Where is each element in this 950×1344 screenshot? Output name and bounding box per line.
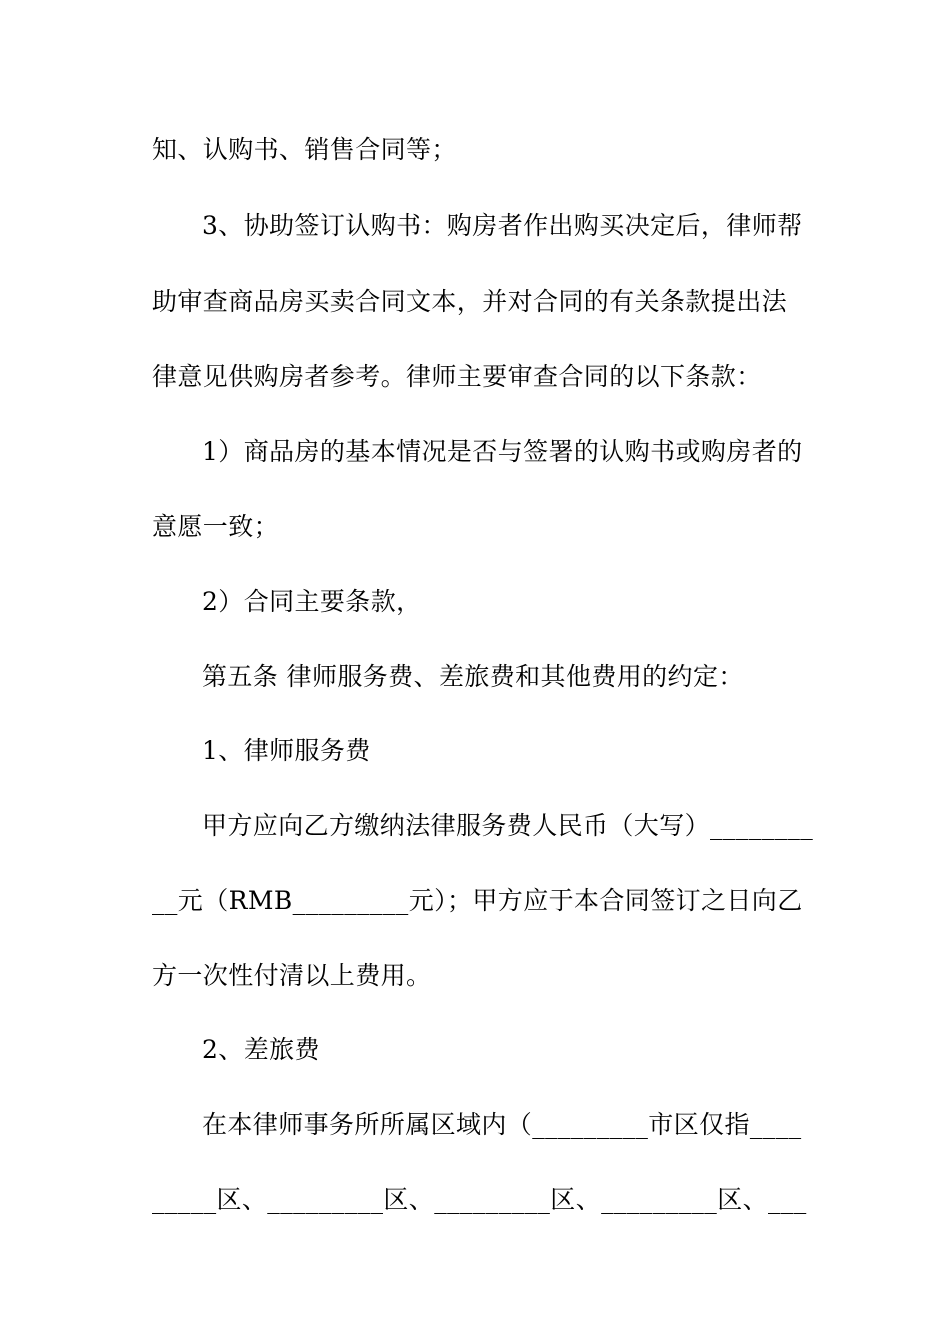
text-line-10: 甲方应向乙方缴纳法律服务费人民币（大写）________ — [202, 811, 814, 840]
text-line-2: 3、协助签订认购书：购房者作出购买决定后，律师帮 — [202, 211, 803, 240]
text-line-7: 2）合同主要条款， — [202, 587, 422, 616]
subheading-travel-expenses: 2、差旅费 — [202, 1035, 320, 1064]
section-heading: 第五条 律师服务费、差旅费和其他费用的约定： — [202, 662, 744, 691]
text-line-11: __元（RMB_________元）；甲方应于本合同签订之日向乙 — [152, 886, 803, 915]
text-line-3: 助审查商品房买卖合同文本，并对合同的有关条款提出法 — [152, 287, 788, 316]
text-line-5: 1）商品房的基本情况是否与签署的认购书或购房者的 — [202, 437, 803, 466]
subheading-service-fee: 1、律师服务费 — [202, 736, 371, 765]
text-line-4: 律意见供购房者参考。律师主要审查合同的以下条款： — [152, 362, 762, 391]
text-line-12: 方一次性付清以上费用。 — [152, 961, 432, 990]
text-line-15: _____区、_________区、_________区、_________区、___ — [152, 1185, 807, 1214]
text-line-6: 意愿一致； — [152, 512, 280, 541]
text-line-1: 知、认购书、销售合同等； — [152, 135, 457, 164]
text-line-14: 在本律师事务所所属区域内（_________市区仅指____ — [202, 1110, 802, 1139]
